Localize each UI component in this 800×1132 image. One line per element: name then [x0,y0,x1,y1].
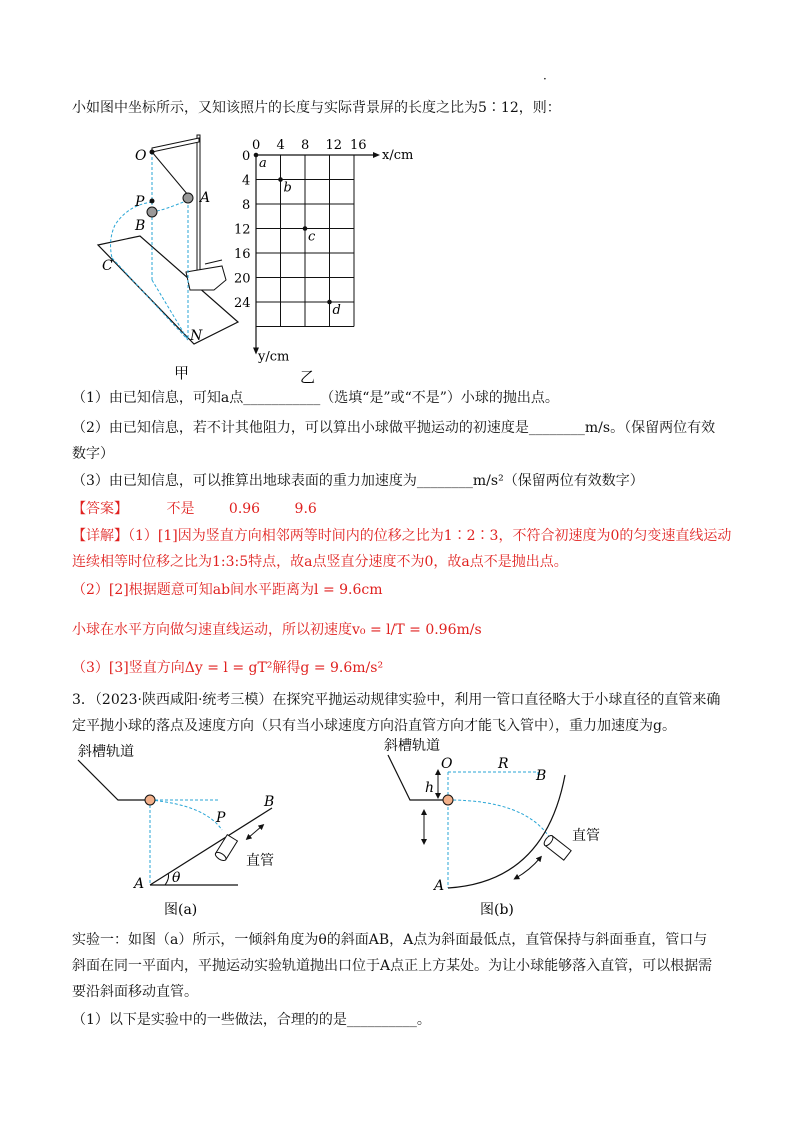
x-axis-arrow [373,152,380,158]
answer-line [72,499,317,519]
figure-1 [80,128,460,383]
question-2b: 数字） [72,446,114,462]
detail-3: 小球在水平方向做匀速直线运动，所以初速度v₀ = l/T = 0.96m/s [72,622,482,638]
projection-lines [111,152,188,340]
point-P-dot [150,199,155,204]
label-O-b: O [441,756,453,772]
point-label: b [283,180,292,196]
label-R-b: R [498,756,509,772]
label-A: A [200,190,211,206]
label-h-b: h [425,780,435,796]
tube-label-a: 直管 [246,853,274,869]
x-tick-label: 12 [325,138,343,153]
point-label: c [308,229,316,245]
caption-b: 图(b) [480,902,514,918]
label-theta: θ [172,870,181,886]
x-tick-label: 4 [276,138,285,153]
ball-B [147,207,157,217]
detail-1b: 连续相等时位移之比为1:3:5特点，故a点竖直分速度不为0，故a点不是抛出点。 [72,554,568,570]
answer-3: 9.6 [294,501,317,517]
detail-2: （2）[2]根据题意可知ab间水平距离为l = 9.6cm [72,582,383,598]
x-tick-label: 0 [252,138,261,153]
label-A-a: A [134,876,145,892]
coordinate-grid [234,138,413,365]
ball-A [183,193,193,203]
exp1c: 要沿斜面移动直管。 [72,984,198,1000]
exp1a: 实验一：如图（a）所示，一倾斜角度为θ的斜面AB，A点为斜面最低点，直管保持与斜面垂直，管口与 [72,932,708,948]
y-tick-label: 8 [242,198,251,213]
point-label: a [259,156,267,171]
y-tick-label: 20 [234,271,251,287]
apparatus-diagram [98,135,238,344]
y-tick-label: 24 [234,296,251,311]
track-label-a: 斜槽轨道 [78,744,134,760]
question-1: （1）由已知信息，可知a点___________（选填“是”或“不是”）小球的抛出点。 [72,390,559,406]
y-tick-label: 12 [234,222,251,238]
x-axis-label: x/cm [382,148,414,163]
detail-1a: 【详解】（1）[1]因为竖直方向相邻两等时间内的位移之比为1∶2∶3，不符合初速度为0的匀变速直线运动 [72,528,732,544]
y-tick-label: 0 [242,149,251,164]
data-point [278,177,283,182]
point-label: d [332,303,341,318]
label-O: O [135,148,147,164]
answer-tag: 【答案】 [72,501,128,517]
question-last: （1）以下是实验中的一些做法，合理的的是__________。 [72,1012,431,1028]
data-point [327,300,332,305]
question-2a: （2）由已知信息，若不计其他阻力，可以算出小球做平抛运动的初速度是________m/s。（保留两位有效 [72,420,716,436]
figure-2 [70,738,630,923]
data-point [303,226,308,231]
label-B-a: B [264,794,275,810]
question-3: （3）由已知信息，可以推算出地球表面的重力加速度为________m/s²（保留两位有效数字） [72,473,644,489]
q3-title-b: 定平抛小球的落点及速度方向（只有当小球速度方向沿直管方向才能飞入管中），重力加速度为g。 [72,718,676,734]
corner-mark: · [543,72,547,86]
q3-title-a: 3．（2023·陕西咸阳·统考三模）在探究平抛运动规律实验中，利用一管口直径略大于小球直径的直管来确 [72,692,721,708]
y-tick-label: 4 [242,173,251,189]
label-B: B [135,218,146,234]
figure-b [384,738,600,918]
detail-4: （3）[3]竖直方向Δy = l = gT²解得g = 9.6m/s² [72,660,384,676]
caption-a: 图(a) [164,902,198,918]
answer-1: 不是 [166,501,195,517]
data-point [254,153,259,158]
y-tick-label: 16 [234,247,251,262]
x-tick-label: 8 [301,138,310,153]
label-B-b: B [536,768,547,784]
exp1b: 斜面在同一平面内，平抛运动实验轨道抛出口位于A点正上方某处。为让小球能够落入直管，可以根据需 [72,958,713,974]
caption-left: 甲 [174,364,190,382]
caption-right: 乙 [300,368,316,383]
point-O-dot [150,150,155,155]
y-axis-label: y/cm [258,349,290,365]
label-C: C [102,258,113,274]
intro-text: 小如图中坐标所示，又知该照片的长度与实际背景屏的长度之比为5∶12，则： [72,100,561,116]
answer-2: 0.96 [228,501,261,517]
track-label-b: 斜槽轨道 [384,738,440,754]
intro-line [72,98,561,118]
x-tick-label: 16 [350,138,367,153]
label-P: P [135,194,145,210]
figure-a [78,743,274,918]
label-N: N [190,328,203,344]
label-A-b: A [434,878,445,894]
label-P-a: P [216,810,226,826]
tube-label-b: 直管 [572,828,600,844]
